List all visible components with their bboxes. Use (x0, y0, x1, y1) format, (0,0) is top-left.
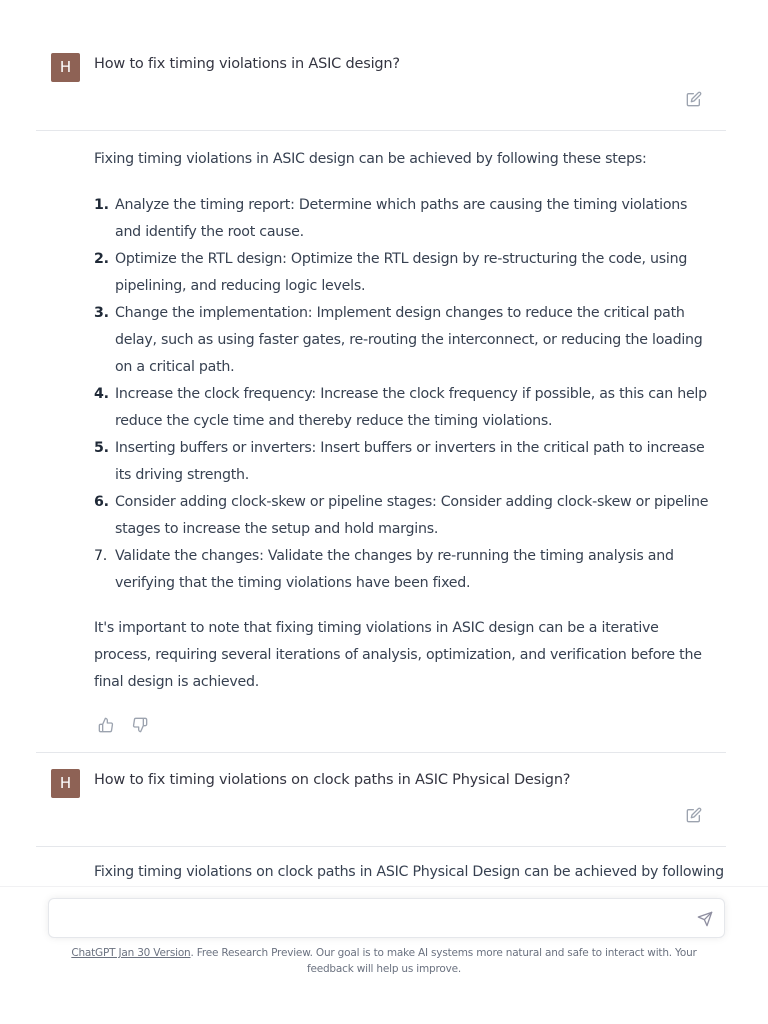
send-icon[interactable] (697, 911, 713, 927)
assistant-message (94, 146, 710, 696)
list-number: 3. (94, 305, 109, 321)
message-input-box (48, 898, 725, 938)
message-divider (36, 846, 726, 847)
user-message-text: How to fix timing violations on clock paths in ASIC Physical Design? (94, 772, 571, 788)
user-message-text: How to fix timing violations in ASIC design? (94, 56, 400, 72)
footer-disclaimer (48, 945, 720, 977)
list-item-text: Change the implementation: Implement design changes to reduce the critical path delay, such as using faster gates, re-routing the interconnect, or reducing the loading on a critical path. (115, 305, 703, 375)
message-divider (36, 130, 726, 131)
thumbs-down-icon[interactable] (132, 717, 148, 733)
list-item (94, 435, 710, 489)
list-number: 2. (94, 251, 109, 267)
list-item (94, 300, 710, 381)
assistant-message-partial: Fixing timing violations on clock paths in ASIC Physical Design can be achieved by following (94, 864, 724, 880)
list-item-text: Analyze the timing report: Determine which paths are causing the timing violations and identify the root cause. (115, 197, 688, 240)
footer-text: . Free Research Preview. Our goal is to make AI systems more natural and safe to interact with. Your feedback will help us improve. (190, 947, 697, 975)
steps-list (94, 192, 710, 597)
assistant-closing: It's important to note that fixing timing violations in ASIC design can be a iterative process, requiring several iterations of analysis, optimization, and verification before the final design is achieved. (94, 620, 702, 690)
edit-icon[interactable] (686, 807, 702, 823)
edit-icon[interactable] (686, 91, 702, 107)
list-number: 7. (94, 548, 108, 564)
list-item-text: Increase the clock frequency: Increase the clock frequency if possible, as this can help reduce the cycle time and thereby reduce the timing violations. (115, 386, 707, 429)
feedback-buttons (98, 717, 148, 733)
list-item (94, 489, 710, 543)
list-item (94, 246, 710, 300)
list-item-text: Consider adding clock-skew or pipeline stages: Consider adding clock-skew or pipeline stages to increase the setup and hold margins. (115, 494, 709, 537)
list-item-text: Validate the changes: Validate the changes by re-running the timing analysis and verifying that the timing violations have been fixed. (115, 548, 674, 591)
list-item (94, 543, 710, 597)
thumbs-up-icon[interactable] (98, 717, 114, 733)
user-avatar: H (51, 53, 80, 82)
list-item (94, 192, 710, 246)
list-item-text: Inserting buffers or inverters: Insert buffers or inverters in the critical path to increase its driving strength. (115, 440, 705, 483)
user-avatar: H (51, 769, 80, 798)
list-number: 5. (94, 440, 109, 456)
version-link[interactable]: ChatGPT Jan 30 Version (71, 947, 191, 959)
message-divider (36, 752, 726, 753)
assistant-intro: Fixing timing violations in ASIC design can be achieved by following these steps: (94, 151, 647, 167)
list-number: 4. (94, 386, 109, 402)
list-number: 6. (94, 494, 109, 510)
list-item (94, 381, 710, 435)
message-input[interactable] (61, 909, 681, 929)
list-item-text: Optimize the RTL design: Optimize the RTL design by re-structuring the code, using pipelining, and reducing logic levels. (115, 251, 688, 294)
list-number: 1. (94, 197, 109, 213)
